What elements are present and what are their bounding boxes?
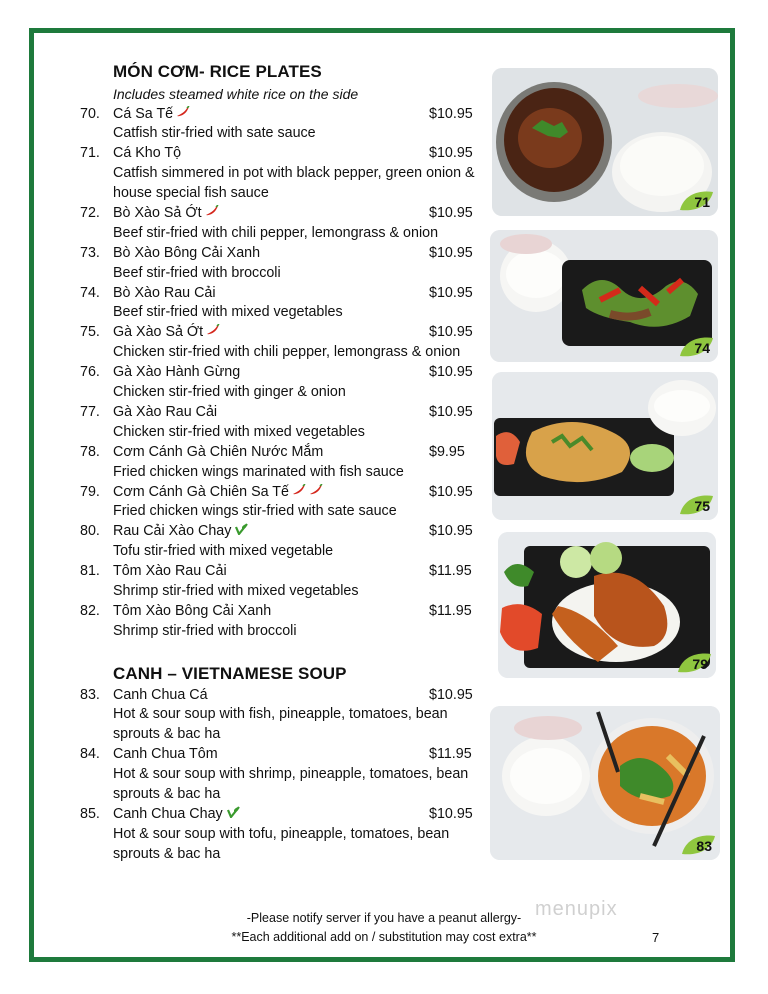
item-description: Chicken stir-fried with ginger & onion [113,384,346,401]
item-price: $11.95 [429,563,472,580]
item-price: $10.95 [429,483,473,500]
menu-item [80,805,480,865]
photo-dish-71 [492,68,718,216]
item-price: $10.95 [429,805,473,822]
item-description: Fried chicken wings marinated with fish sauce [113,463,404,480]
menu-item [80,244,480,284]
watermark: menupix [535,898,618,920]
photo-dish-79 [498,532,716,678]
menu-item [80,686,480,746]
substitution-notice: **Each additional add on / substitution may cost extra** [231,930,537,944]
item-name: Gà Xào Rau Cải [113,404,218,420]
item-price: $10.95 [429,284,473,301]
item-price: $11.95 [429,746,472,763]
menu-item [80,403,480,443]
menu-item [80,745,480,805]
item-price: $10.95 [429,523,473,540]
item-number: 80. [80,523,100,540]
item-name: Canh Chua Tôm [113,746,218,763]
item-number: 79. [80,483,100,500]
item-number: 75. [80,324,100,341]
item-name: Canh Chua Cá [113,686,208,703]
item-number: 74. [80,284,100,301]
item-number: 76. [80,364,100,381]
item-price: $10.95 [429,105,473,122]
item-name: Gà Xào Sả Ớt [113,323,220,343]
menu-item [80,443,480,483]
item-price: $10.95 [429,324,473,341]
rice-section-title: MÓN CƠM- RICE PLATES [113,62,322,81]
item-name: Bò Xào Bông Cải Xanh [113,244,261,261]
item-description: Beef stir-fried with mixed vegetables [113,304,343,321]
menu-item [80,483,480,523]
menu-item [80,602,480,642]
menu-item [80,363,480,403]
item-price: $10.95 [429,686,473,703]
item-description: Shrimp stir-fried with broccoli [113,622,297,639]
item-number: 81. [80,563,100,580]
allergy-notice: -Please notify server if you have a peanut allergy- [246,911,522,925]
menu-item [80,204,480,244]
leaf-icon [226,805,240,825]
photo-label: 74 [694,340,710,356]
item-name: Gà Xào Hành Gừng [113,364,241,381]
item-description: Beef stir-fried with broccoli [113,264,281,281]
item-number: 72. [80,205,100,221]
menu-item [80,522,480,562]
photo-label: 71 [694,194,710,210]
item-number: 83. [80,686,100,703]
item-name: Bò Xào Sả Ớt [113,204,219,224]
item-price: $10.95 [429,364,473,381]
item-name: Tôm Xào Bông Cải Xanh [113,603,272,619]
item-number: 84. [80,746,100,763]
page-number: 7 [652,930,660,945]
item-description: Catfish simmered in pot with black pepper, green onion & house special fish sauce [113,165,475,202]
item-name: Tôm Xào Rau Cải [113,563,227,580]
photo-dish-75 [492,372,718,520]
item-name: Cá Sa Tế [113,105,190,125]
soup-section-title: CANH – VIETNAMESE SOUP [113,664,347,683]
item-number: 70. [80,105,100,122]
photo-dish-83 [490,706,720,860]
chili-pepper-icon [176,105,190,125]
item-number: 78. [80,443,100,460]
item-description: Hot & sour soup with shrimp, pineapple, tomatoes, bean sprouts & bac ha [113,766,469,802]
item-description: Fried chicken wings stir-fried with sate sauce [113,503,397,520]
item-price: $10.95 [429,244,473,261]
photo-label: 83 [696,838,712,854]
menu-item [80,562,480,602]
item-description: Catfish stir-fried with sate sauce [113,125,316,142]
item-price: $11.95 [429,603,472,619]
item-description: Beef stir-fried with chili pepper, lemongrass & onion [113,224,439,241]
item-number: 85. [80,805,100,822]
menu-item [80,323,480,363]
chili-pepper-icon [206,323,220,343]
item-description: Tofu stir-fried with mixed vegetable [113,543,334,560]
rice-section-subtitle: Includes steamed white rice on the side [113,86,359,102]
item-description: Shrimp stir-fried with mixed vegetables [113,583,359,600]
item-name: Cơm Cánh Gà Chiên Sa Tế [113,483,323,503]
photo-dish-74 [490,230,718,362]
menu-item [80,284,480,324]
menu-item [80,105,480,145]
chili-pepper-icon [309,483,323,503]
item-name: Canh Chua Chay [113,805,240,825]
item-price: $10.95 [429,145,473,162]
item-description: Chicken stir-fried with chili pepper, lemongrass & onion [113,344,461,361]
item-name: Rau Cải Xào Chay [113,522,248,542]
item-description: Hot & sour soup with tofu, pineapple, tomatoes, bean sprouts & bac ha [113,825,450,862]
menu-item [80,144,480,204]
item-number: 77. [80,404,100,420]
photo-label: 79 [692,656,708,672]
item-name: Cơm Cánh Gà Chiên Nước Mắm [113,443,324,460]
item-name: Cá Kho Tộ [113,145,182,162]
item-description: Hot & sour soup with fish, pineapple, tomatoes, bean sprouts & bac ha [113,706,448,743]
item-price: $10.95 [429,205,473,221]
item-description: Chicken stir-fried with mixed vegetables [113,423,365,440]
item-price: $9.95 [429,443,465,460]
chili-pepper-icon [205,204,219,224]
photo-label: 75 [694,498,710,514]
leaf-icon [234,522,248,542]
item-price: $10.95 [429,404,473,420]
item-number: 82. [80,603,100,619]
item-name: Bò Xào Rau Cải [113,284,216,301]
chili-pepper-icon [292,483,306,503]
item-number: 71. [80,145,100,162]
item-number: 73. [80,244,100,261]
